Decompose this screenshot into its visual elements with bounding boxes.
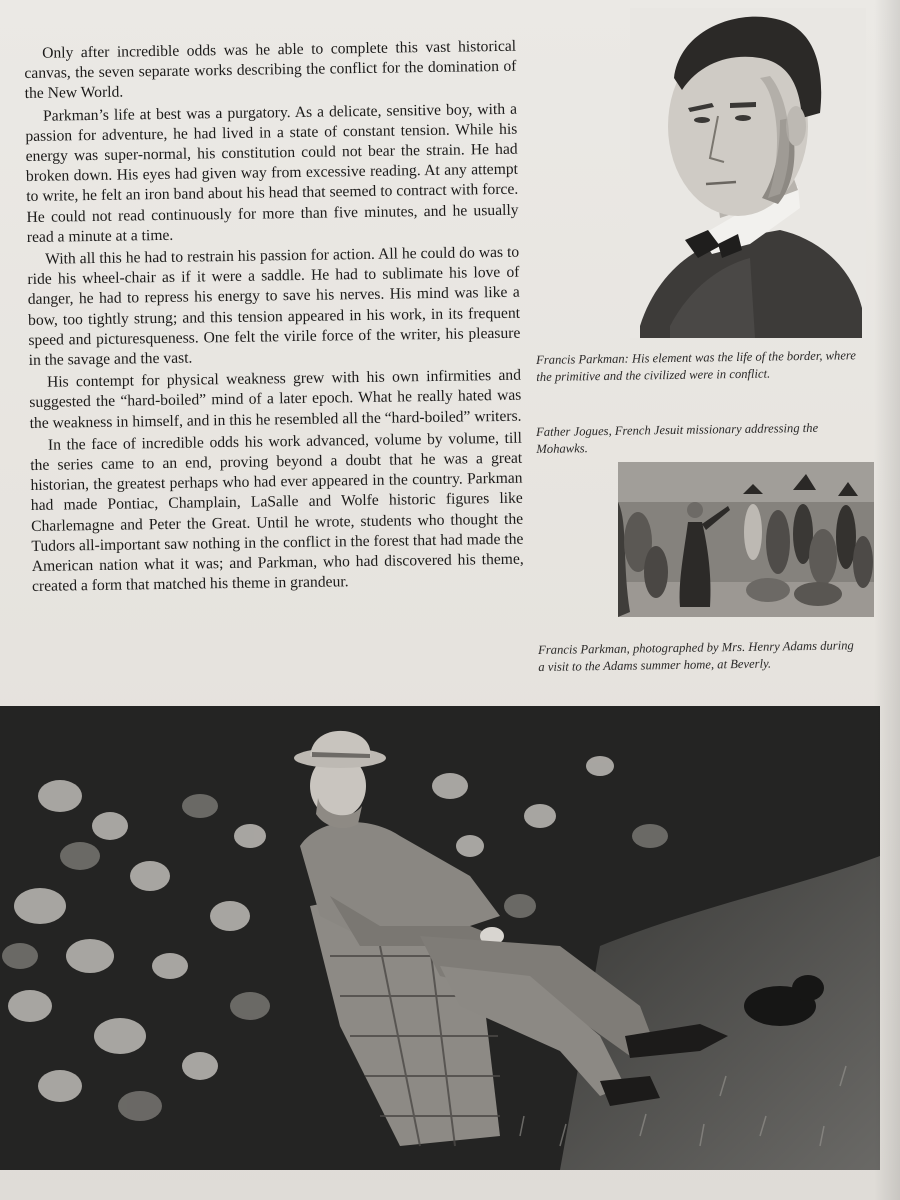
paragraph-1: Only after incredible odds was he able to complete this vast historical canvas, the seven separate works describing the conflict for the domination of the New World.: [24, 37, 517, 103]
article-body: [24, 37, 524, 600]
paragraph-5: In the face of incredible odds his work advanced, volume by volume, till the series came to an end, proving beyond a doubt that he was a great historian, the greatest perhaps who had ever appeared in the country. Parkman had made Pontiac, Champlain, LaSalle and Wolfe historic figures like Charlemagne and Peter the Great. Until he wrote, students who thought the Tudors all-important saw nothing in the conflict in the forest that had made the American nation what it was; and Parkman, who had discovered his theme, created a form that matched his theme in grandeur.: [30, 429, 524, 596]
jogues-caption: Father Jogues, French Jesuit missionary addressing the Mohawks.: [536, 420, 819, 456]
paragraph-3: With all this he had to restrain his passion for action. All he could do was to ride his wheel-chair as if it were a saddle. He had to sublimate his love of danger, he had to repress his energy to save his nerves. His mind was like a bow, too tightly strung; and this tension appeared in his work, in its frequent speed and picturesqueness. One felt the virile force of the writer, his pleasure in the savage and the vast.: [27, 243, 521, 370]
garden-photograph: [0, 706, 880, 1170]
portrait-caption: Francis Parkman: His element was the life of the border, where the primitive and the civilized were in conflict.: [536, 348, 856, 384]
paragraph-4: His contempt for physical weakness grew with his own infirmities and suggested the “hard-boiled” mind of a later epoch. What he really hated was the weakness in himself, and in this he resembled all the “hard-boiled” writers.: [29, 366, 522, 432]
garden-photo-caption: Francis Parkman, photographed by Mrs. Henry Adams during a visit to the Adams summer home, at Beverly.: [538, 638, 854, 674]
jogues-illustration: [618, 462, 874, 617]
portrait-engraving: [630, 8, 866, 338]
paragraph-2: Parkman’s life at best was a purgatory. As a delicate, sensitive boy, with a passion for adventure, he had lived in a state of constant tension. While his energy was super-normal, his constitution could not bear the strain. He had broken down. His eyes had given way from excessive reading. At any attempt to write, he felt an iron band about his head that seemed to contract with force. He could not read continuously for more than five minutes, and he usually read a minute at a time.: [25, 100, 519, 246]
page-edge-shadow: [874, 0, 900, 1200]
